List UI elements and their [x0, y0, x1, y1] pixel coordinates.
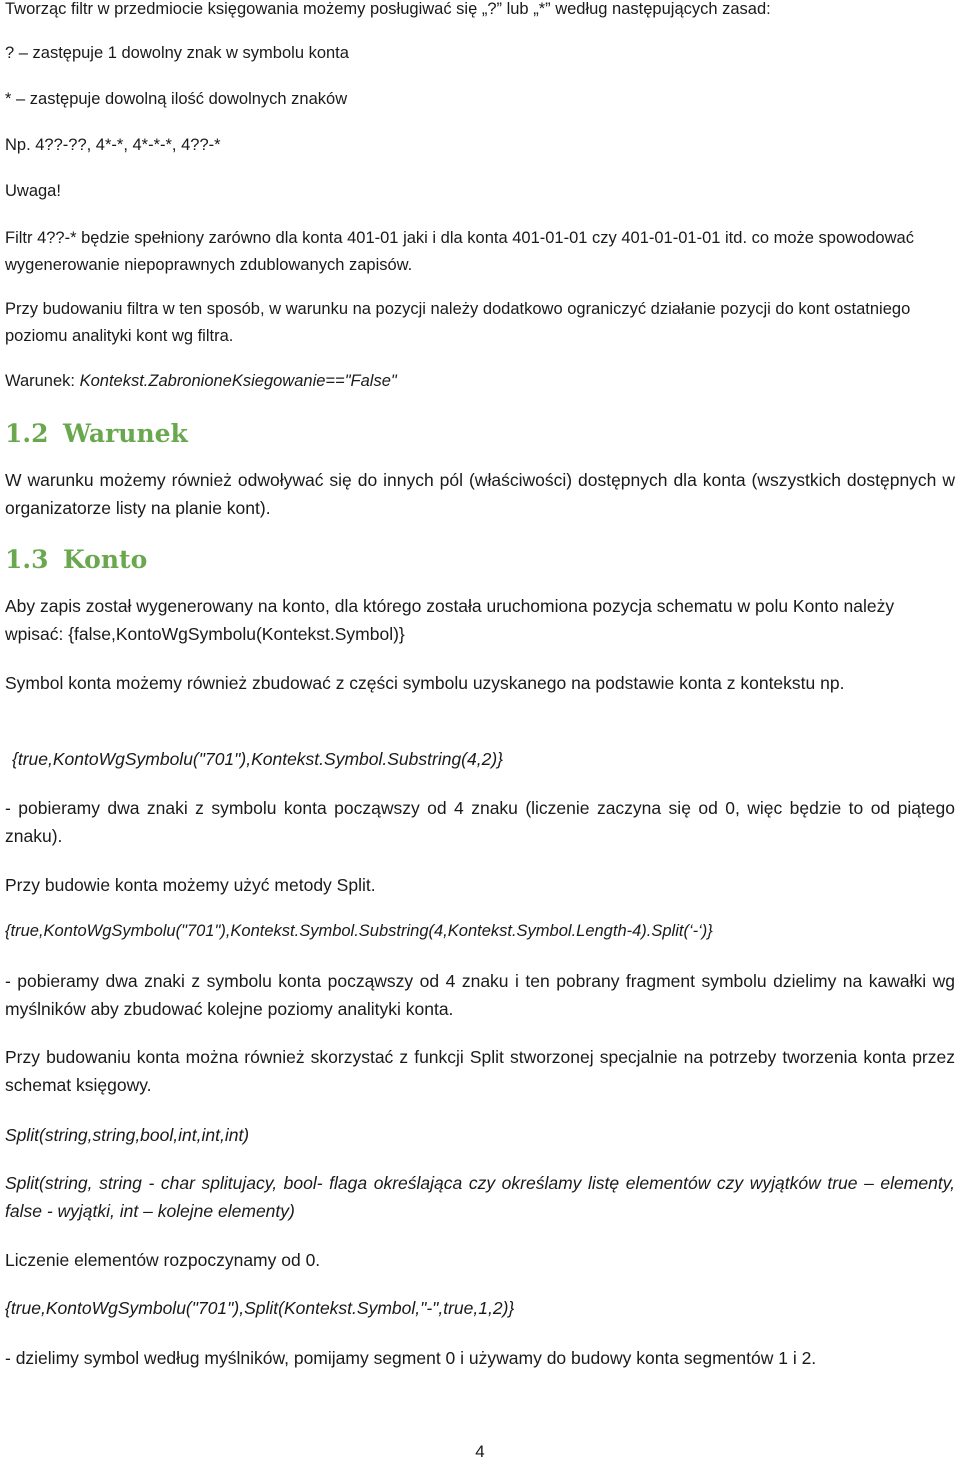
konto-paragraph-4: Przy budowie konta możemy użyć metody Split. — [5, 875, 376, 895]
condition-prefix: Warunek: — [5, 372, 80, 390]
section-heading-konto — [5, 543, 147, 577]
konto-paragraph-2: Symbol konta możemy również zbudować z części symbolu uzyskanego na podstawie konta z kontekstu np. — [5, 673, 845, 693]
filter-condition — [5, 368, 955, 395]
filter-example: Np. 4??-??, 4*-*, 4*-*-*, 4??-* — [5, 136, 221, 154]
warunek-text: W warunku możemy również odwoływać się do innych pól (właściwości) dostępnych dla konta (wszystkich dostępnych w organizatorze listy na planie kont). — [5, 470, 955, 518]
konto-paragraph-3: - pobieramy dwa znaki z symbolu konta począwszy od 4 znaku (liczenie zaczyna się od 0, więc będzie to od piątego znaku). — [5, 798, 955, 846]
code-example-split-function: {true,KontoWgSymbolu("701"),Split(Kontekst.Symbol,"-",true,1,2)} — [5, 1298, 515, 1318]
section-number: 1.3 — [5, 545, 49, 574]
rule-question-mark: ? – zastępuje 1 dowolny znak w symbolu konta — [5, 44, 349, 62]
section-number: 1.2 — [5, 419, 49, 448]
konto-paragraph-9: - dzielimy symbol według myślników, pomijamy segment 0 i używamy do budowy konta segmentów 1 i 2. — [5, 1348, 817, 1368]
filter-intro: Tworząc filtr w przedmiocie księgowania możemy posługiwać się „?” lub „*” według następujących zasad: — [5, 0, 771, 18]
split-signature: Split(string,string,bool,int,int,int) — [5, 1125, 250, 1145]
code-example-split-method: {true,KontoWgSymbolu("701"),Kontekst.Symbol.Substring(4,Kontekst.Symbol.Length-4).Split(‘-‘)} — [5, 922, 713, 940]
section-heading-warunek — [5, 417, 188, 451]
code-example-substring: {true,KontoWgSymbolu("701"),Kontekst.Symbol.Substring(4,2)} — [12, 749, 503, 769]
warning-label: Uwaga! — [5, 182, 61, 200]
konto-paragraph-8: Liczenie elementów rozpoczynamy od 0. — [5, 1250, 321, 1270]
konto-paragraph-5: - pobieramy dwa znaki z symbolu konta począwszy od 4 znaku i ten pobrany fragment symbolu dzielimy na kawałki wg myślników aby zbudować kolejne poziomy analityki konta. — [5, 971, 955, 1019]
konto-paragraph-1: Aby zapis został wygenerowany na konto, dla którego została uruchomiona pozycja schematu w polu Konto należy wpisać: {false,KontoWgSymbolu(Kontekst.Symbol)} — [5, 596, 895, 644]
filter-building-note: Przy budowaniu filtra w ten sposób, w warunku na pozycji należy dodatkowo ograniczyć działanie pozycji do kont ostatniego poziomu analityki kont wg filtra. — [5, 300, 911, 345]
konto-paragraph-6: Przy budowaniu konta można również skorzystać z funkcji Split stworzonej specjalnie na potrzeby tworzenia konta przez schemat księgowy. — [5, 1047, 955, 1095]
warning-text: Filtr 4??-* będzie spełniony zarówno dla konta 401-01 jaki i dla konta 401-01-01 czy 401-01-01-01 itd. co może spowodować wygenerowanie niepoprawnych zdublowanych zapisów. — [5, 229, 914, 274]
section-title: Konto — [63, 545, 148, 574]
split-parameters-description: Split(string, string - char splitujacy, bool- flaga określająca czy określamy listę elementów czy wyjątków true – elementy, false - wyjątki, int – kolejne elementy) — [5, 1173, 955, 1221]
rule-asterisk: * – zastępuje dowolną ilość dowolnych znaków — [5, 90, 348, 108]
condition-code: Kontekst.ZabronioneKsiegowanie=="False" — [79, 372, 397, 390]
page-number: 4 — [475, 1442, 485, 1461]
section-title: Warunek — [63, 419, 188, 448]
